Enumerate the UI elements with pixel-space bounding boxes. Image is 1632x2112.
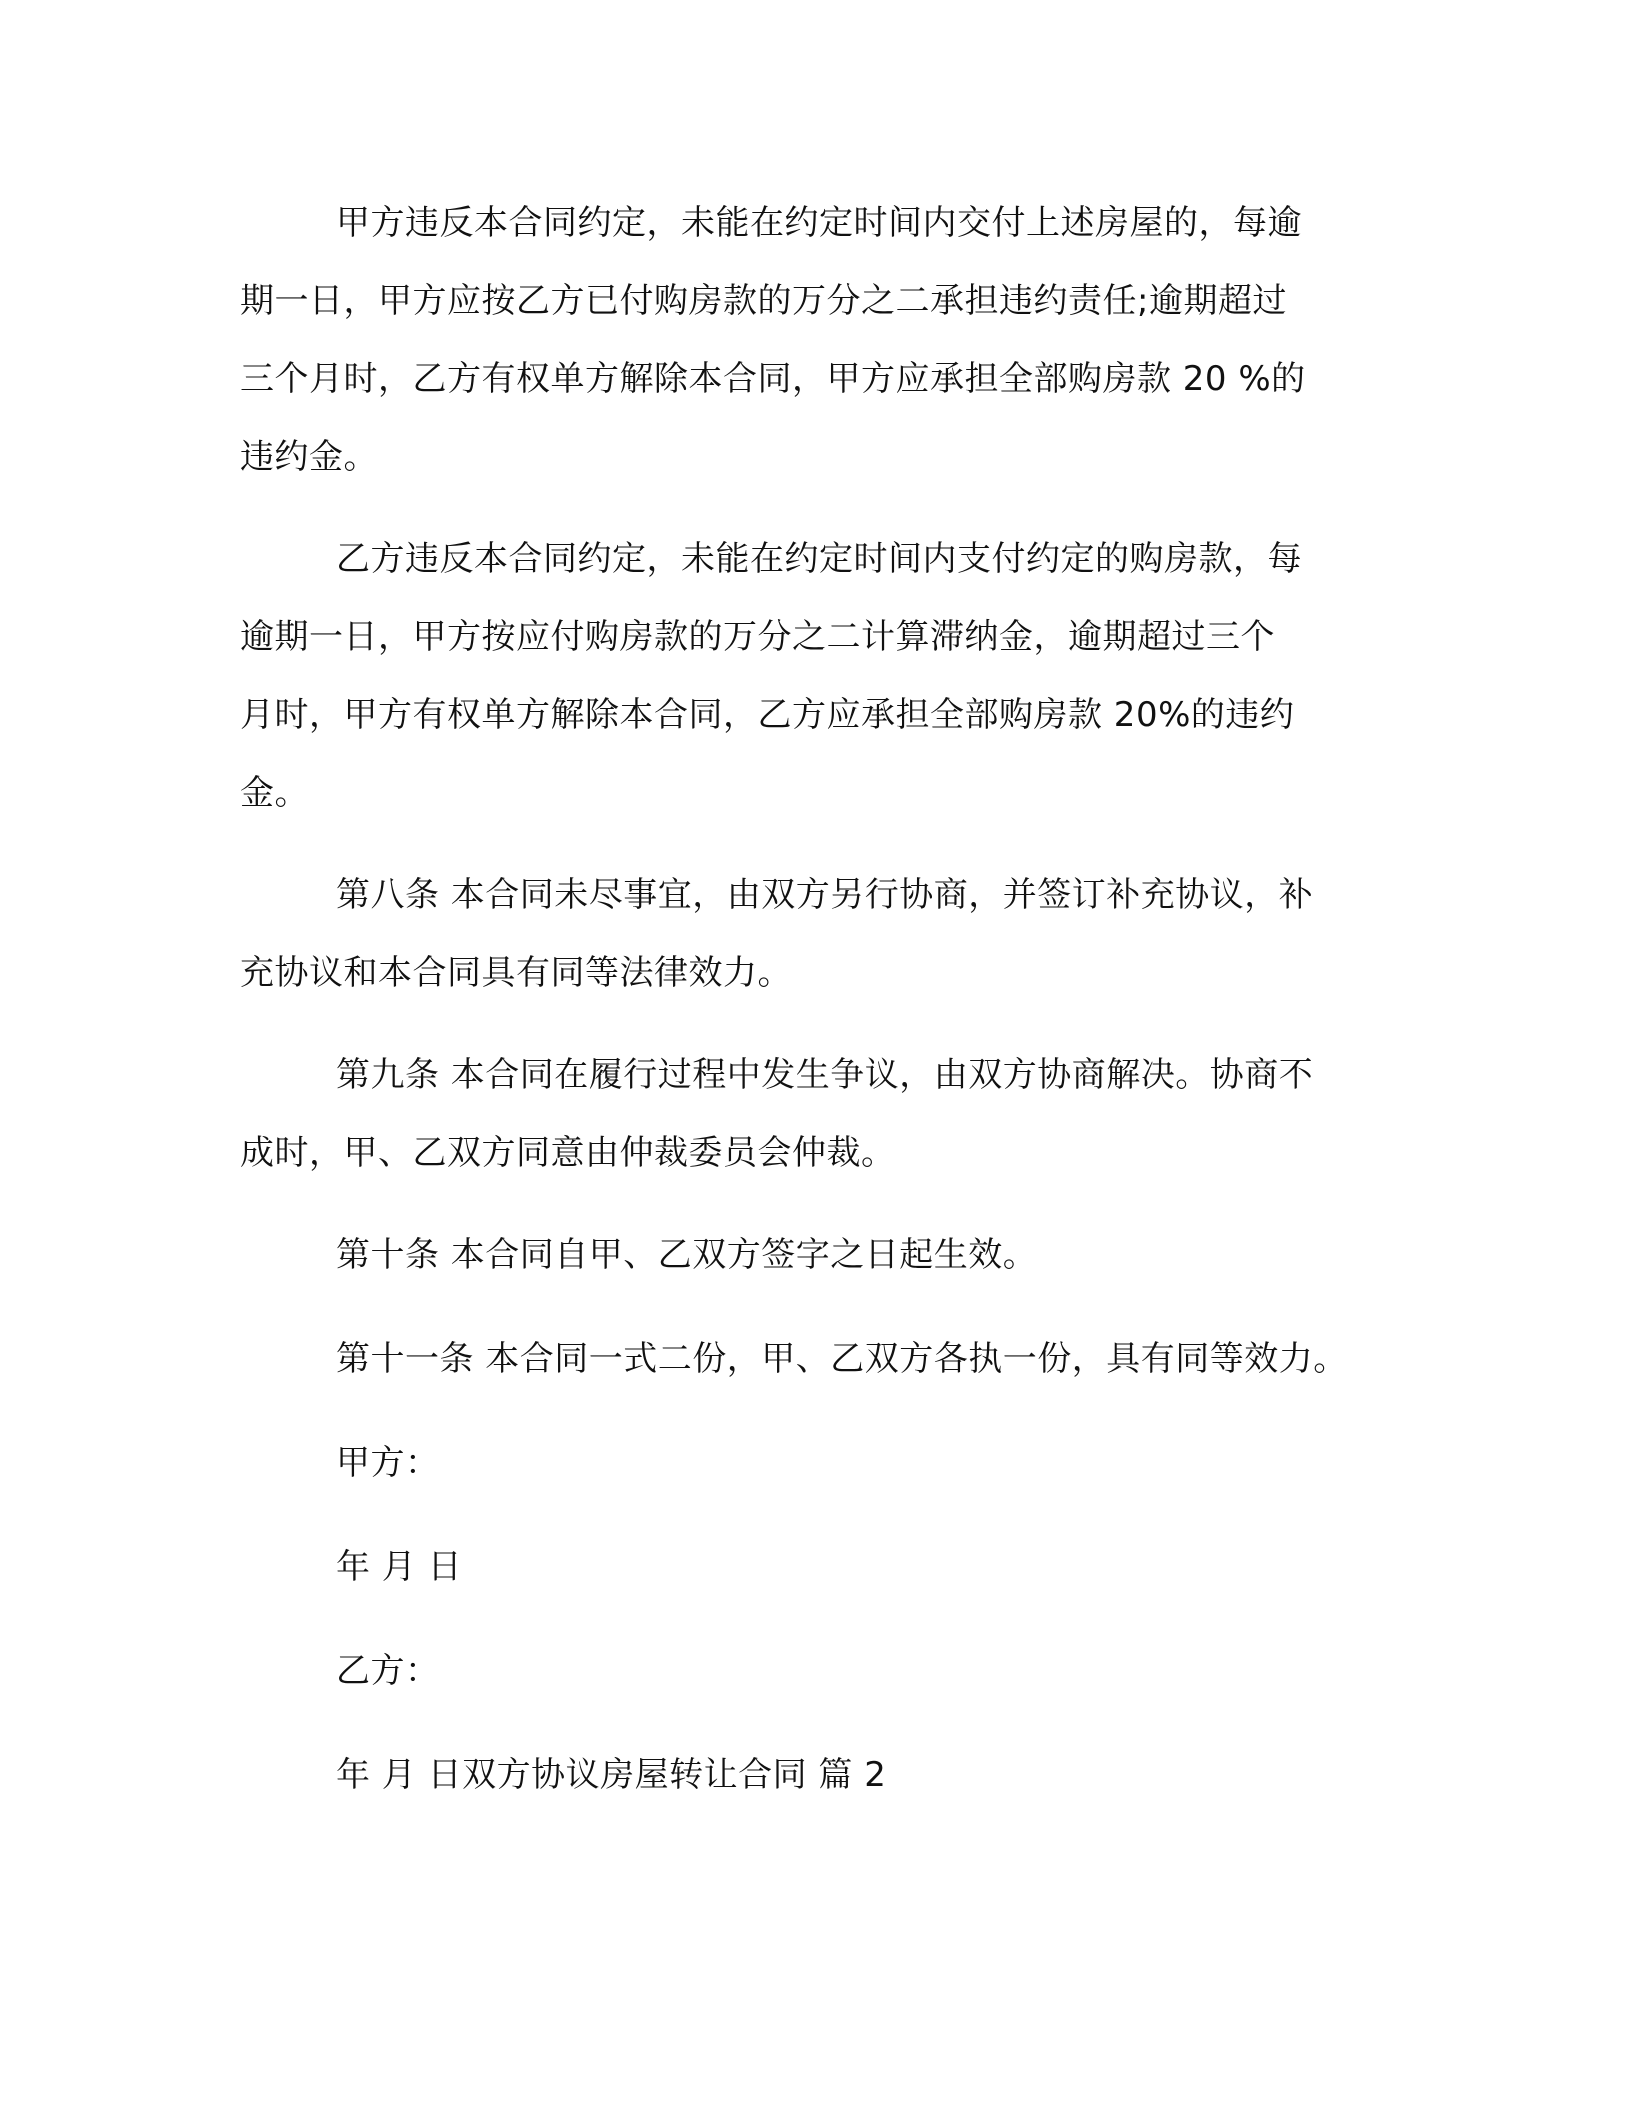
text-line: 三个月时，乙方有权单方解除本合同，甲方应承担全部购房款 20 %的 xyxy=(240,359,1306,399)
text-line: 第九条 本合同在履行过程中发生争议，由双方协商解决。协商不 xyxy=(336,1055,1314,1095)
text-line: 第八条 本合同未尽事宜，由双方另行协商，并签订补充协议，补 xyxy=(336,875,1314,915)
paragraph-party-b-breach xyxy=(240,520,1400,832)
text-line: 违约金。 xyxy=(240,437,378,477)
paragraph-article-9 xyxy=(240,1036,1400,1192)
party-a-date-line: 年 月 日 xyxy=(336,1547,463,1587)
text-line: 甲方违反本合同约定，未能在约定时间内交付上述房屋的，每逾 xyxy=(336,203,1302,243)
text-line: 月时，甲方有权单方解除本合同，乙方应承担全部购房款 20%的违约 xyxy=(240,695,1295,735)
text-line: 逾期一日，甲方按应付购房款的万分之二计算滞纳金，逾期超过三个 xyxy=(240,617,1275,657)
text-line: 成时，甲、乙双方同意由仲裁委员会仲裁。 xyxy=(240,1133,896,1173)
paragraph-article-11: 第十一条 本合同一式二份，甲、乙双方各执一份，具有同等效力。 xyxy=(336,1339,1348,1379)
paragraph-article-8 xyxy=(240,856,1400,1012)
text-line: 金。 xyxy=(240,773,309,813)
party-b-date-and-next-title: 年 月 日双方协议房屋转让合同 篇 2 xyxy=(336,1755,887,1795)
paragraph-party-a-breach xyxy=(240,184,1400,496)
party-a-signature-label: 甲方： xyxy=(336,1443,440,1483)
paragraph-article-10: 第十条 本合同自甲、乙双方签字之日起生效。 xyxy=(336,1235,1038,1275)
text-line: 充协议和本合同具有同等法律效力。 xyxy=(240,953,792,993)
document-body xyxy=(240,184,1400,1840)
text-line: 期一日，甲方应按乙方已付购房款的万分之二承担违约责任;逾期超过 xyxy=(240,281,1287,321)
text-line: 乙方违反本合同约定，未能在约定时间内支付约定的购房款，每 xyxy=(336,539,1302,579)
party-b-signature-label: 乙方： xyxy=(336,1651,440,1691)
